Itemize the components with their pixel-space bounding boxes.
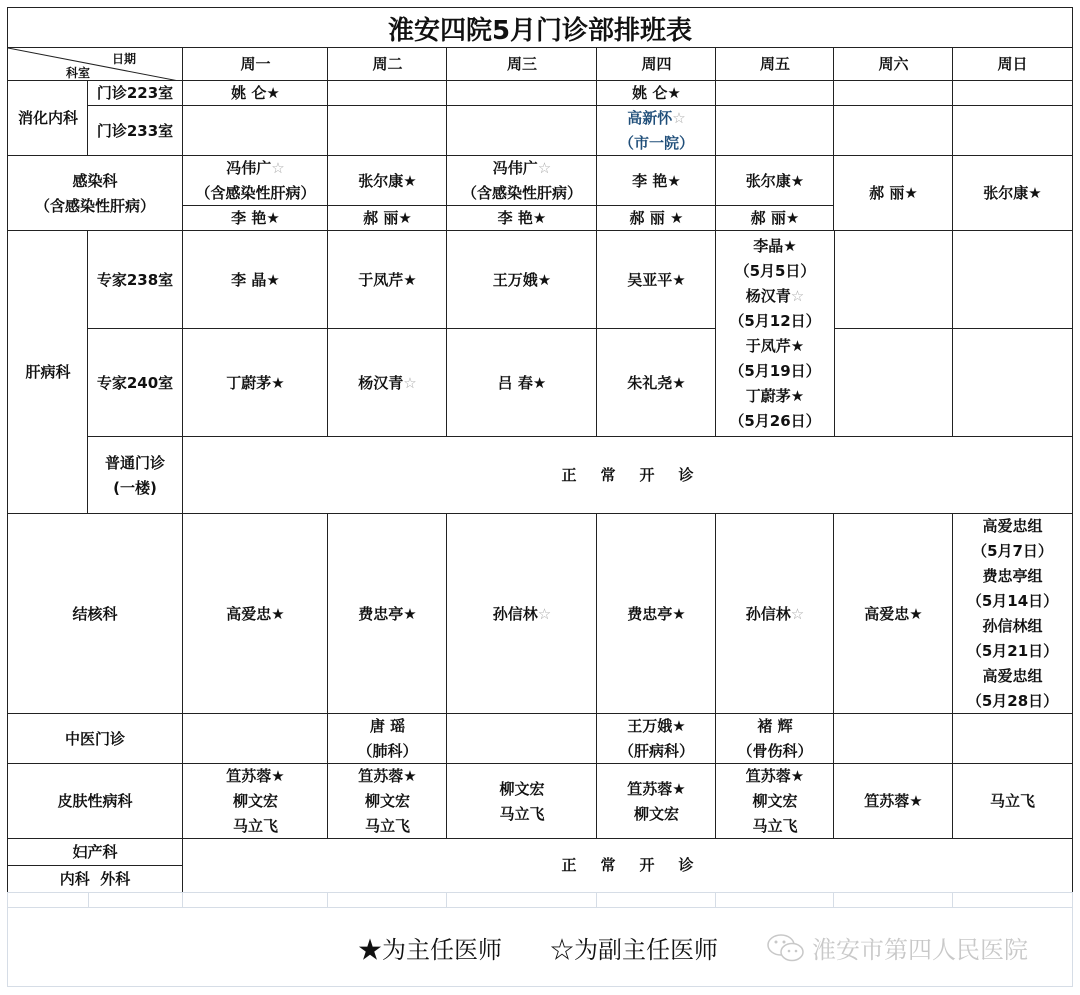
schedule-cell (833, 230, 954, 330)
hollow-star-icon: ☆ (403, 373, 417, 392)
diagonal-line-icon (8, 48, 184, 82)
grid-gap (596, 892, 716, 908)
schedule-cell: 丁蔚茅★ (182, 328, 329, 438)
schedule-cell: 郝 丽★ (715, 205, 835, 232)
schedule-cell: 朱礼尧★ (596, 328, 717, 438)
legend-chief: ★为主任医师 (358, 936, 502, 964)
schedule-cell: 孙信林☆ (446, 513, 598, 715)
schedule-cell: 李 艳★ (596, 155, 717, 207)
dept-obgyn: 妇产科 (7, 838, 183, 867)
schedule-cell: 姚 仑★ (596, 80, 717, 107)
hollow-star-icon: ☆ (271, 159, 285, 177)
dept-infection: 感染科 （含感染性肝病） (7, 155, 183, 232)
day-header-tue: 周二 (327, 47, 448, 82)
wechat-icon (766, 933, 806, 963)
obgyn-status: 正常开诊 (182, 838, 1073, 893)
schedule-cell (833, 713, 954, 765)
schedule-cell (952, 230, 1073, 330)
room-general: 普通门诊 (一楼) (87, 436, 183, 515)
corner-dept-label: 科室 (66, 66, 91, 80)
day-header-sat: 周六 (833, 47, 954, 82)
schedule-cell: 吕 春★ (446, 328, 598, 438)
dept-derm: 皮肤性病科 (7, 763, 183, 840)
schedule-cell (833, 328, 954, 438)
dept-digestive: 消化内科 (7, 80, 89, 157)
grid-gap (715, 892, 834, 908)
schedule-cell: 孙信林☆ (715, 513, 835, 715)
schedule-cell: 柳文宏 马立飞 (446, 763, 598, 840)
dept-liver: 肝病科 (7, 230, 89, 515)
grid-gap (833, 892, 953, 908)
schedule-cell: 高爱忠★ (833, 513, 954, 715)
schedule-cell (182, 105, 329, 157)
day-header-mon: 周一 (182, 47, 329, 82)
schedule-cell: 笪苏蓉★ 柳文宏 马立飞 (327, 763, 448, 840)
schedule-cell: 杨汉青☆ (327, 328, 448, 438)
grid-gap (7, 892, 89, 908)
legend-associate: ☆为副主任医师 (550, 936, 718, 964)
schedule-cell: 费忠亭★ (596, 513, 717, 715)
dept-tb: 结核科 (7, 513, 183, 715)
schedule-cell: 王万娥★ (446, 230, 598, 330)
hollow-star-icon: ☆ (537, 604, 552, 623)
schedule-cell (327, 105, 448, 157)
schedule-cell: 张尔康★ (715, 155, 835, 207)
hollow-star-icon: ☆ (790, 287, 805, 305)
corner-date-label: 日期 (112, 52, 137, 66)
schedule-cell: 笪苏蓉★ 柳文宏 马立飞 (182, 763, 329, 840)
room-233: 门诊233室 (87, 105, 183, 157)
watermark-text: 淮安市第四人民医院 (812, 936, 1028, 964)
day-header-wed: 周三 (446, 47, 598, 82)
schedule-cell (952, 80, 1073, 107)
legend (7, 907, 1073, 987)
schedule-cell (446, 713, 598, 765)
dept-tcm: 中医门诊 (7, 713, 183, 765)
schedule-cell: 冯伟广☆ （含感染性肝病） (446, 155, 598, 207)
schedule-cell-rotation: 高爱忠组 （5月7日） 费忠亭组 （5月14日） 孙信林组 （5月21日） 高爱忠组 （5月28日） (952, 513, 1073, 715)
schedule-cell (446, 80, 598, 107)
grid-gap (952, 892, 1073, 908)
schedule-cell: 李 艳★ (182, 205, 329, 232)
schedule-cell: 马立飞 (952, 763, 1073, 840)
schedule-cell (182, 713, 329, 765)
schedule-cell: 费忠亭★ (327, 513, 448, 715)
schedule-cell: 郝 丽★ (833, 155, 954, 232)
schedule-cell (715, 80, 835, 107)
grid-gap (446, 892, 597, 908)
schedule-cell: 冯伟广☆ （含感染性肝病） (182, 155, 329, 207)
page-title: 淮安四院5月门诊部排班表 (7, 7, 1073, 48)
grid-gap (182, 892, 328, 908)
schedule-cell (833, 105, 954, 157)
hollow-star-icon: ☆ (672, 109, 686, 127)
schedule-cell (715, 105, 835, 157)
schedule-cell (952, 328, 1073, 438)
corner-header (7, 47, 183, 81)
watermark (766, 930, 1028, 965)
schedule-cell: 王万娥★ （肝病科） (596, 713, 717, 765)
room-223: 门诊223室 (87, 80, 183, 107)
grid-gap (327, 892, 447, 908)
schedule-cell: 郝 丽★ (327, 205, 448, 232)
grid-gap (88, 892, 183, 908)
schedule-cell: 张尔康★ (327, 155, 448, 207)
schedule-cell (446, 105, 598, 157)
schedule-cell: 李 艳★ (446, 205, 598, 232)
schedule-cell: 吴亚平★ (596, 230, 717, 330)
schedule-cell: 褚 辉 （骨伤科） (715, 713, 835, 765)
hollow-star-icon: ☆ (537, 159, 552, 177)
schedule-cell (952, 105, 1073, 157)
day-header-fri: 周五 (715, 47, 835, 82)
schedule-cell: 笪苏蓉★ (833, 763, 954, 840)
schedule-cell: 高新怀☆ （市一院） (596, 105, 717, 157)
schedule-cell: 笪苏蓉★ 柳文宏 (596, 763, 717, 840)
schedule-cell: 唐 瑶 （肺科） (327, 713, 448, 765)
schedule-cell: 张尔康★ (952, 155, 1073, 232)
schedule-cell: 笪苏蓉★ 柳文宏 马立飞 (715, 763, 835, 840)
schedule-cell: 姚 仑★ (182, 80, 329, 107)
general-clinic-status: 正常开诊 (182, 436, 1073, 515)
schedule-cell (833, 80, 954, 107)
room-240: 专家240室 (87, 328, 183, 438)
schedule-cell-rotation: 李晶★ （5月5日） 杨汉青☆ （5月12日） 于凤芹★ （5月19日） 丁蔚茅★ （5月26日） (715, 230, 835, 438)
day-header-thu: 周四 (596, 47, 717, 82)
schedule-cell (952, 713, 1073, 765)
schedule-cell (327, 80, 448, 107)
room-238: 专家238室 (87, 230, 183, 330)
schedule-cell: 李 晶★ (182, 230, 329, 330)
dept-internal-surgery: 内科 外科 (7, 865, 183, 893)
schedule-cell: 高爱忠★ (182, 513, 329, 715)
schedule-cell: 郝 丽 ★ (596, 205, 717, 232)
day-header-sun: 周日 (952, 47, 1073, 82)
hollow-star-icon: ☆ (790, 604, 805, 623)
schedule-cell: 于凤芹★ (327, 230, 448, 330)
